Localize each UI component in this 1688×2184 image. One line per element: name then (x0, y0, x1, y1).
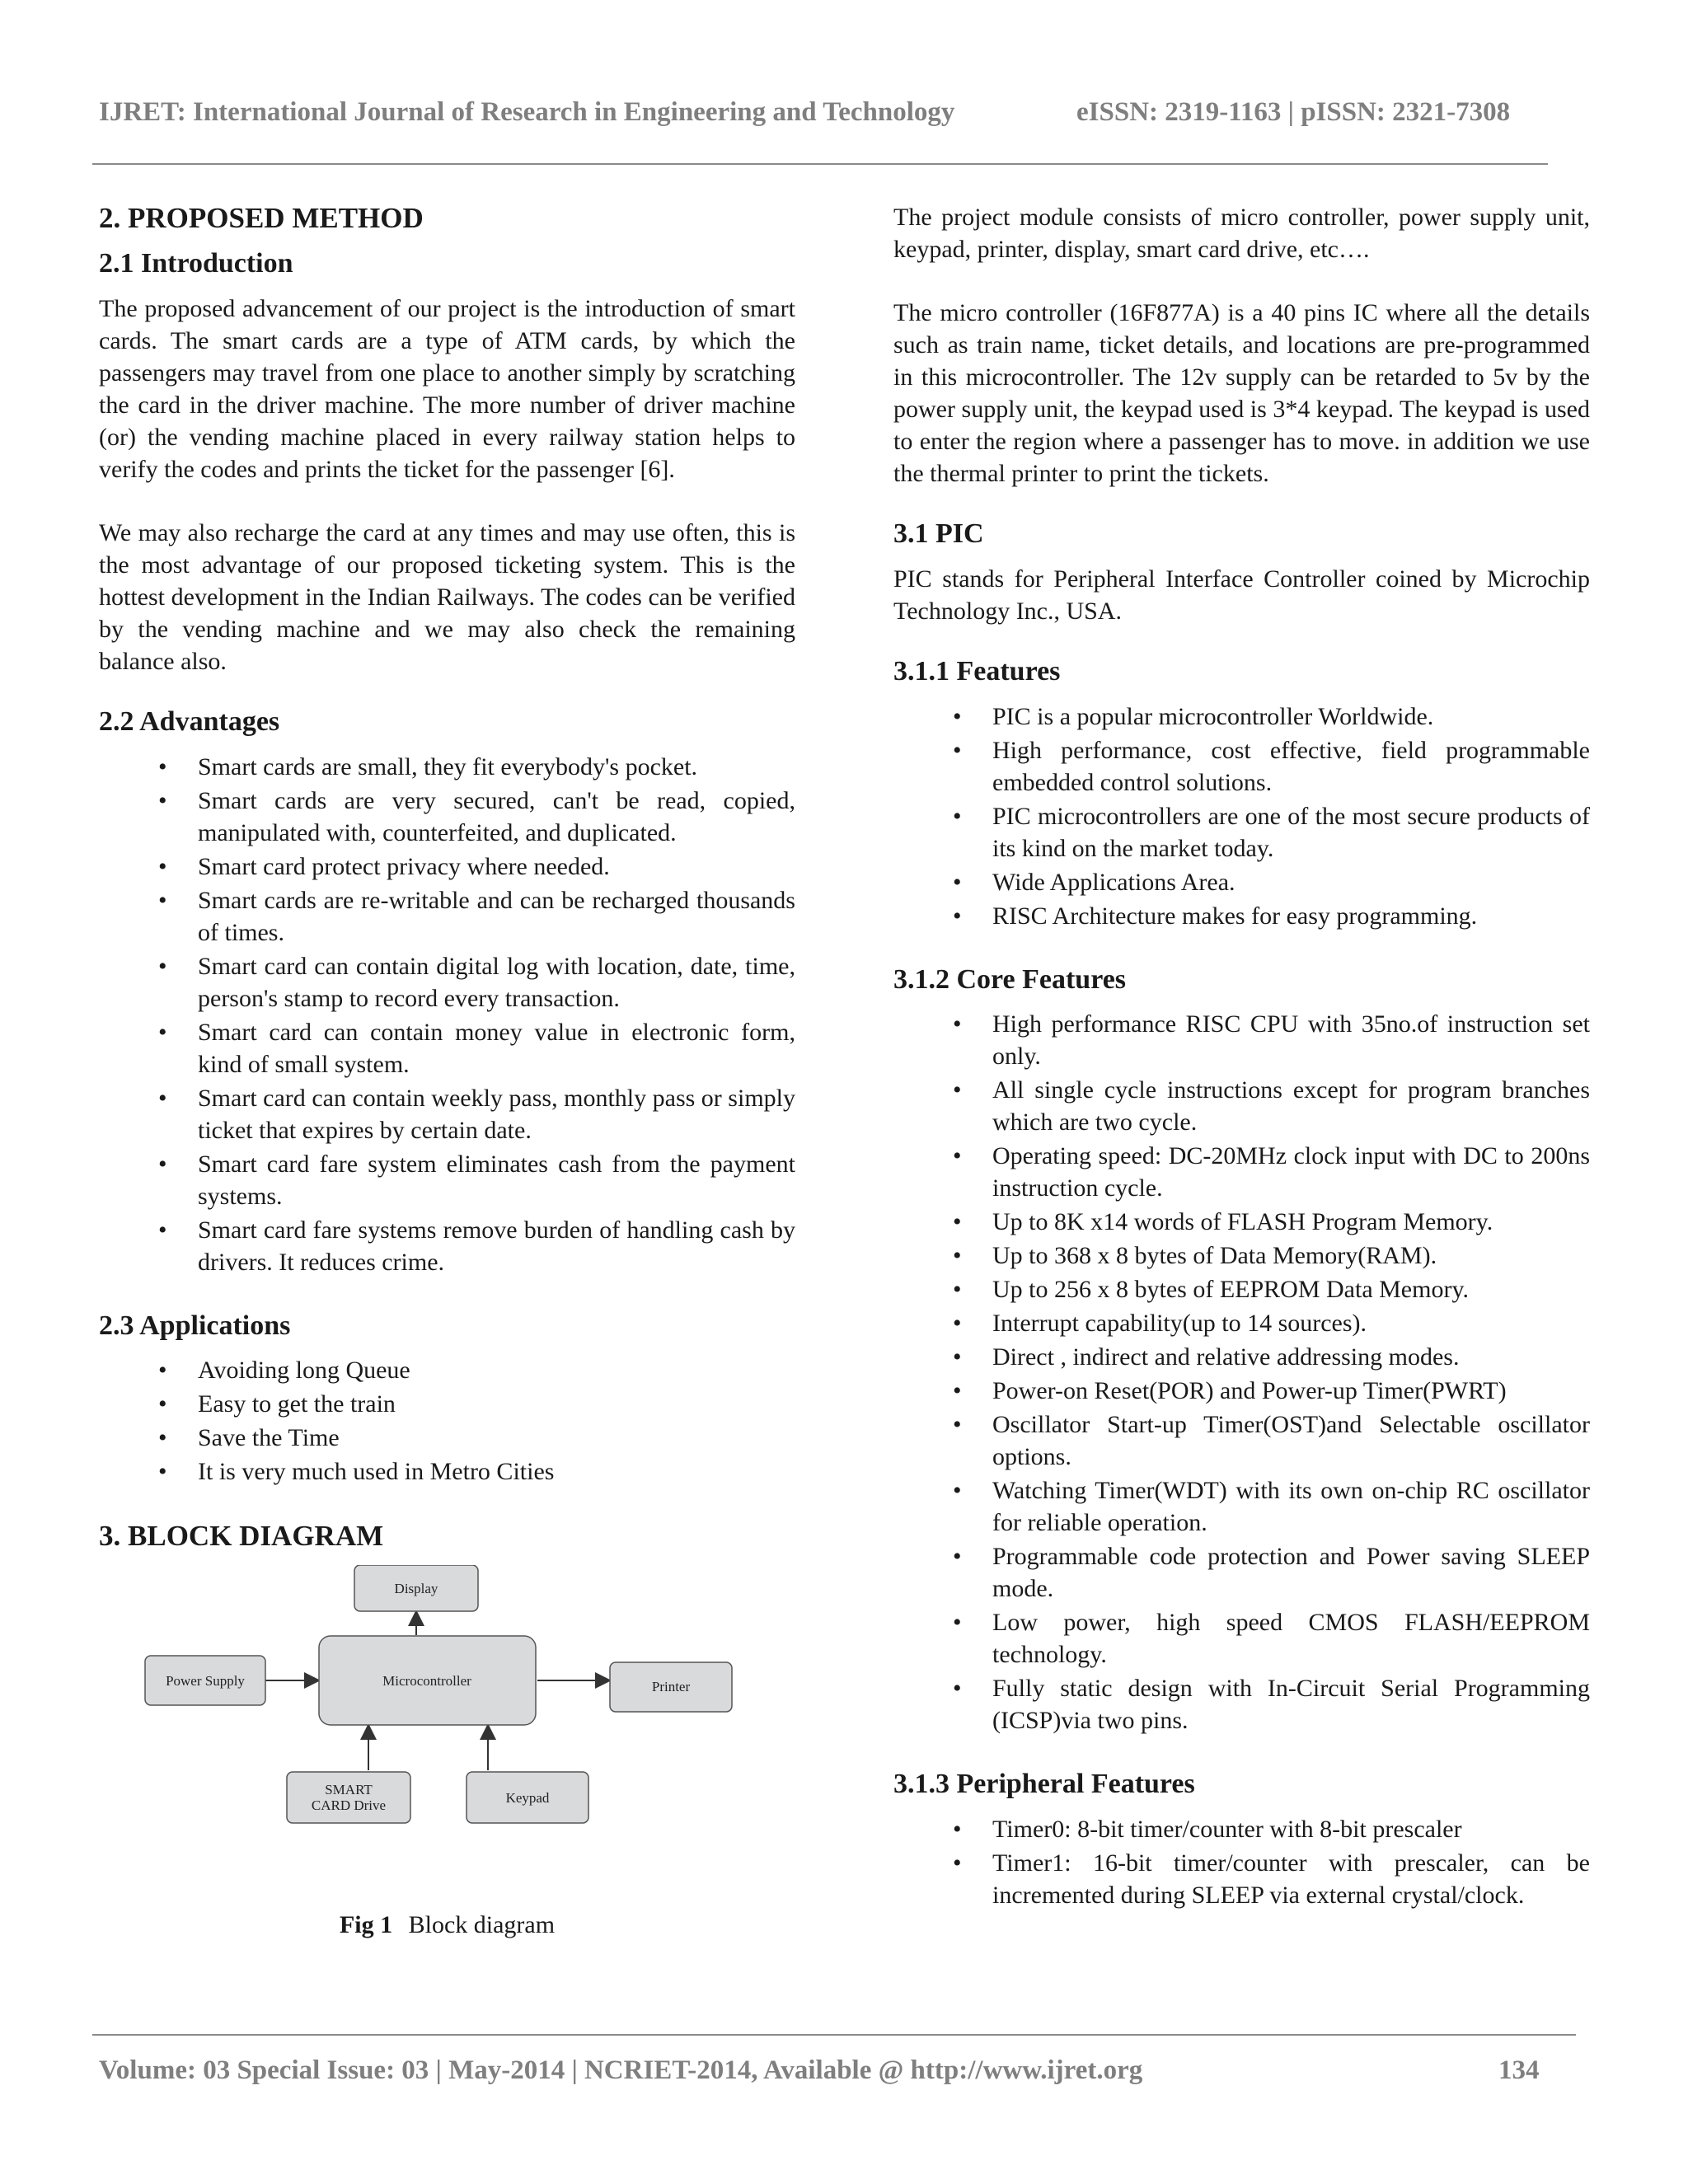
printer-label: Printer (651, 1679, 691, 1695)
list-item: • Smart cards are re-writable and can be recharged thousands of times. (198, 884, 795, 949)
list-item: • Low power, high speed CMOS FLASH/EEPROM technology. (992, 1606, 1590, 1671)
left-column (99, 201, 795, 1939)
list-item: • Easy to get the train (198, 1388, 795, 1420)
list-item: • High performance, cost effective, field programmable embedded control solutions. (992, 734, 1590, 799)
page-number: 134 (1498, 2055, 1540, 2085)
subsection-title-features: 3.1.1 Features (893, 655, 1061, 687)
list-item: • Programmable code protection and Power saving SLEEP mode. (992, 1540, 1590, 1605)
list-item: • Timer0: 8-bit timer/counter with 8-bit prescaler (992, 1813, 1590, 1845)
list-item: • PIC microcontrollers are one of the most secure products of its kind on the market today. (992, 800, 1590, 865)
list-item: • Fully static design with In-Circuit Serial Programming (ICSP)via two pins. (992, 1672, 1590, 1736)
microcontroller-block (319, 1636, 536, 1725)
advantages-list (99, 751, 795, 1278)
list-item: • Smart card can contain money value in electronic form, kind of small system. (198, 1016, 795, 1080)
figure-caption (99, 1911, 795, 1939)
keypad-label: Keypad (505, 1790, 550, 1807)
list-item: • It is very much used in Metro Cities (198, 1455, 795, 1488)
issn-label: eISSN: 2319-1163 | pISSN: 2321-7308 (1076, 97, 1511, 127)
intro-paragraph-2: We may also recharge the card at any times and may use often, this is the most advantage of our proposed ticketing system. This is the hottest development in the Indian Railways. The codes can be verified by the vending machine and we may also check the remaining balance also. (99, 518, 795, 675)
keypad-block (467, 1772, 588, 1823)
subsection-title-peripheral-features: 3.1.3 Peripheral Features (893, 1769, 1195, 1800)
list-item: • Watching Timer(WDT) with its own on-chip RC oscillator for reliable operation. (992, 1474, 1590, 1539)
footer-divider (92, 2034, 1576, 2036)
list-item: • Smart card fare systems remove burden of handling cash by drivers. It reduces crime. (198, 1214, 795, 1278)
printer-block (610, 1662, 732, 1712)
list-item: • High performance RISC CPU with 35no.of instruction set only. (992, 1008, 1590, 1072)
smart-card-label-line1: SMART (325, 1782, 373, 1798)
subsection-title-applications: 2.3 Applications (99, 1310, 291, 1341)
figure-caption-text: Block diagram (408, 1911, 556, 1939)
header-divider (92, 163, 1548, 165)
list-item: • Smart card fare system eliminates cash from the payment systems. (198, 1148, 795, 1212)
list-item: • Smart cards are small, they fit everybody's pocket. (198, 751, 795, 783)
list-item: • Timer1: 16-bit timer/counter with prescaler, can be incremented during SLEEP via external crystal/clock. (992, 1847, 1590, 1911)
intro-paragraph-1: The proposed advancement of our project is the introduction of smart cards. The smart cards are a type of ATM cards, by which the passengers may travel from one place to another simply by scratching the card in the driver machine. The more number of driver machine (or) the vending machine placed in every railway station helps to verify the codes and prints the ticket for the passenger [6]. (99, 294, 795, 483)
list-item: • Smart cards are very secured, can't be read, copied, manipulated with, counterfeited, and duplicated. (198, 785, 795, 849)
microcontroller-paragraph: The micro controller (16F877A) is a 40 pins IC where all the details such as train name, ticket details, and locations are pre-programmed in this microcontroller. The 12v supply can be retarded to 5v by the power supply unit, the keypad used is 3*4 keypad. The keypad is used to enter the region where a passenger has to move. in addition we use the thermal printer to print the tickets. (893, 299, 1590, 487)
block-diagram (99, 1565, 795, 1895)
smart-card-label-line2: CARD Drive (311, 1797, 387, 1814)
peripheral-features-list (893, 1813, 1590, 1911)
list-item: • Up to 368 x 8 bytes of Data Memory(RAM). (992, 1240, 1590, 1272)
power-supply-block (145, 1656, 265, 1705)
microcontroller-label: Microcontroller (382, 1673, 471, 1690)
list-item: • RISC Architecture makes for easy programming. (992, 900, 1590, 932)
list-item: • Oscillator Start-up Timer(OST)and Selectable oscillator options. (992, 1408, 1590, 1473)
applications-list (99, 1354, 795, 1488)
list-item: • Smart card can contain digital log with location, date, time, person's stamp to record every transaction. (198, 950, 795, 1015)
list-item: • Wide Applications Area. (992, 866, 1590, 898)
section-title-proposed-method: 2. PROPOSED METHOD (99, 202, 424, 234)
list-item: • Direct , indirect and relative addressing modes. (992, 1341, 1590, 1373)
smart-card-drive-block (287, 1772, 410, 1823)
list-item: • Smart card can contain weekly pass, monthly pass or simply ticket that expires by certain date. (198, 1082, 795, 1146)
power-supply-label: Power Supply (166, 1673, 245, 1690)
list-item: • All single cycle instructions except for program branches which are two cycle. (992, 1074, 1590, 1138)
pic-paragraph: PIC stands for Peripheral Interface Controller coined by Microchip Technology Inc., USA. (893, 565, 1590, 625)
list-item: • Up to 8K x14 words of FLASH Program Memory. (992, 1206, 1590, 1238)
display-label: Display (394, 1581, 438, 1597)
module-paragraph: The project module consists of micro controller, power supply unit, keypad, printer, display, smart card drive, etc…. (893, 204, 1590, 263)
right-column (893, 201, 1590, 1943)
volume-info: Volume: 03 Special Issue: 03 | May-2014 | NCRIET-2014, Available @ http://www.ijret.org (99, 2055, 1143, 2085)
journal-title: IJRET: International Journal of Research in Engineering and Technology (99, 97, 955, 127)
subsection-title-advantages: 2.2 Advantages (99, 705, 280, 737)
list-item: • Up to 256 x 8 bytes of EEPROM Data Memory. (992, 1273, 1590, 1305)
list-item: • Save the Time (198, 1422, 795, 1454)
figure-label: Fig 1 (339, 1911, 393, 1939)
subsection-title-core-features: 3.1.2 Core Features (893, 963, 1127, 995)
block-diagram-svg (99, 1565, 795, 1895)
list-item: • Smart card protect privacy where needed. (198, 851, 795, 883)
list-item: • Interrupt capability(up to 14 sources). (992, 1307, 1590, 1339)
subsection-title-pic: 3.1 PIC (893, 518, 984, 549)
section-title-block-diagram: 3. BLOCK DIAGRAM (99, 1520, 384, 1553)
list-item: • Operating speed: DC-20MHz clock input with DC to 200ns instruction cycle. (992, 1140, 1590, 1204)
subsection-title-introduction: 2.1 Introduction (99, 248, 293, 279)
list-item: • Avoiding long Queue (198, 1354, 795, 1386)
core-features-list (893, 1008, 1590, 1736)
list-item: • Power-on Reset(POR) and Power-up Timer(PWRT) (992, 1375, 1590, 1407)
features-list (893, 701, 1590, 932)
display-block (354, 1565, 478, 1611)
list-item: • PIC is a popular microcontroller Worldwide. (992, 701, 1590, 733)
